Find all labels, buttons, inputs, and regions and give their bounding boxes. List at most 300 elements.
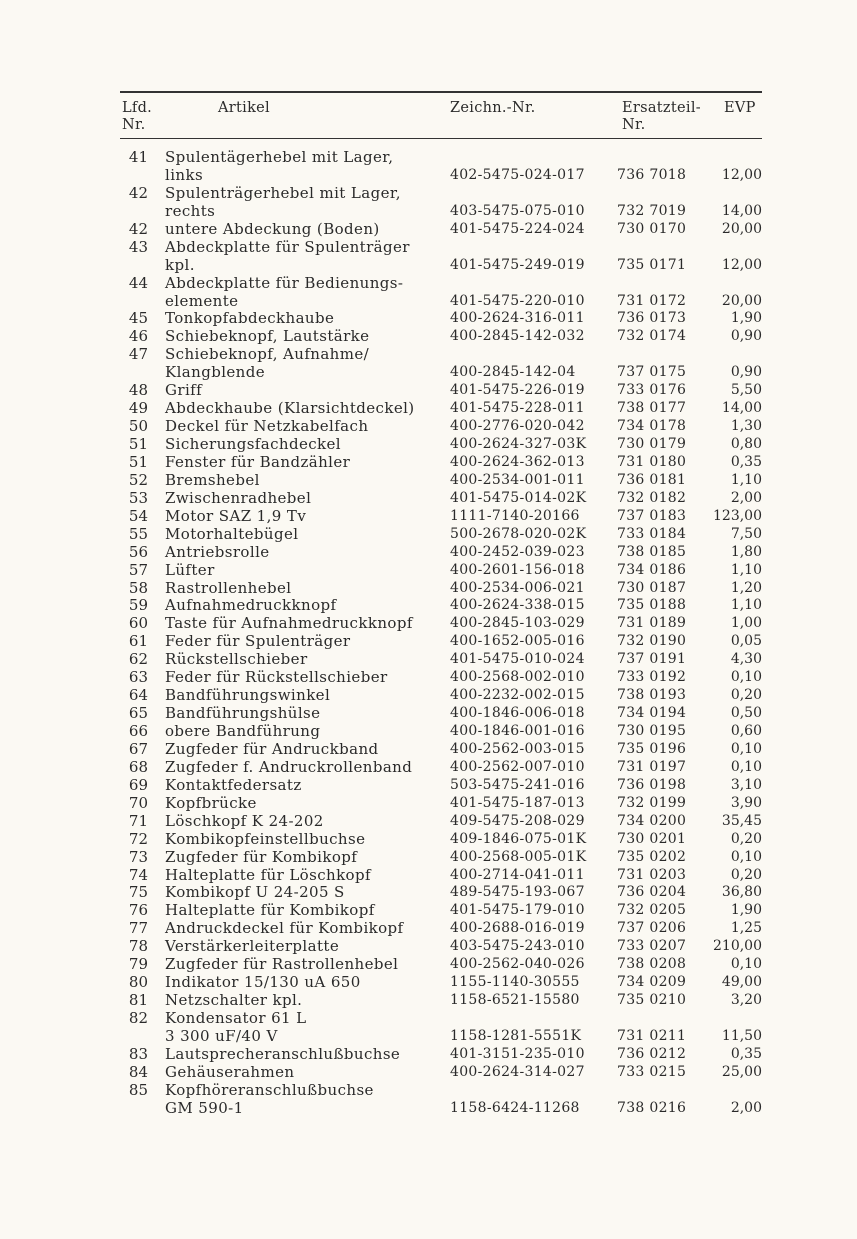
table-row <box>120 257 762 275</box>
row-evp: 20,00 <box>721 292 762 309</box>
row-evp: 1,80 <box>730 543 762 560</box>
row-ersatzteil-nr: 736 0181 <box>617 471 687 488</box>
row-evp: 2,00 <box>730 489 762 506</box>
table-row <box>120 203 762 221</box>
row-ersatzteil-nr: 733 0207 <box>617 938 687 955</box>
table-row <box>120 185 762 203</box>
row-zeichn-nr: 401-5475-014-02K <box>450 489 587 506</box>
row-number: 68 <box>128 757 148 776</box>
table-row <box>120 221 762 239</box>
table-row <box>120 562 762 580</box>
table-row <box>120 777 762 795</box>
row-artikel: Lautsprecheranschlußbuchse <box>165 1044 401 1063</box>
row-number: 60 <box>128 614 148 633</box>
row-number: 62 <box>128 650 148 669</box>
row-ersatzteil-nr: 732 0199 <box>617 794 687 811</box>
row-evp: 1,25 <box>730 920 762 937</box>
table-row <box>120 454 762 472</box>
row-artikel: Motorhaltebügel <box>165 524 299 543</box>
table-row <box>120 1100 762 1118</box>
row-artikel: Taste für Aufnahmedruckknopf <box>165 614 413 633</box>
row-artikel: Aufnahmedruckknopf <box>165 596 337 615</box>
row-number: 74 <box>128 865 148 884</box>
row-evp: 1,10 <box>730 561 762 578</box>
row-zeichn-nr: 400-2845-142-04 <box>450 364 576 381</box>
row-zeichn-nr: 1158-6521-15580 <box>450 992 580 1009</box>
row-zeichn-nr: 401-5475-179-010 <box>450 902 585 919</box>
table-row <box>120 328 762 346</box>
row-zeichn-nr: 400-2776-020-042 <box>450 418 585 435</box>
row-zeichn-nr: 409-5475-208-029 <box>450 812 585 829</box>
row-number: 61 <box>128 632 148 651</box>
row-ersatzteil-nr: 738 0208 <box>617 956 687 973</box>
table-row <box>120 938 762 956</box>
row-artikel: Rückstellschieber <box>165 650 308 669</box>
row-ersatzteil-nr: 732 0182 <box>617 489 687 506</box>
table-row <box>120 293 762 311</box>
row-number: 65 <box>128 704 148 723</box>
row-zeichn-nr: 402-5475-024-017 <box>450 166 585 183</box>
row-number: 81 <box>128 991 148 1010</box>
table-row <box>120 167 762 185</box>
row-evp: 1,10 <box>730 597 762 614</box>
row-number: 80 <box>128 973 148 992</box>
row-number: 52 <box>128 470 148 489</box>
table-row <box>120 615 762 633</box>
row-number: 48 <box>128 381 148 400</box>
row-zeichn-nr: 400-2568-002-010 <box>450 669 585 686</box>
row-evp: 0,50 <box>730 705 762 722</box>
row-evp: 123,00 <box>713 507 762 524</box>
table-row <box>120 472 762 490</box>
row-evp: 3,20 <box>730 992 762 1009</box>
row-zeichn-nr: 401-5475-187-013 <box>450 794 585 811</box>
row-ersatzteil-nr: 737 0191 <box>617 651 687 668</box>
header-artikel: Artikel <box>218 100 270 116</box>
row-number: 70 <box>128 793 148 812</box>
row-number: 79 <box>128 955 148 974</box>
table-row <box>120 1046 762 1064</box>
row-artikel: Abdeckplatte für Spulenträger <box>165 237 410 256</box>
row-evp: 1,10 <box>730 471 762 488</box>
row-number: 47 <box>128 345 148 364</box>
table-row <box>120 1082 762 1100</box>
row-zeichn-nr: 403-5475-243-010 <box>450 938 585 955</box>
row-number: 72 <box>128 829 148 848</box>
row-number: 67 <box>128 739 148 758</box>
row-ersatzteil-nr: 737 0183 <box>617 507 687 524</box>
row-artikel: Klangblende <box>165 363 266 382</box>
table-row <box>120 1064 762 1082</box>
row-evp: 11,50 <box>721 1027 762 1044</box>
row-artikel: Abdeckhaube (Klarsichtdeckel) <box>165 399 415 418</box>
row-zeichn-nr: 400-2624-338-015 <box>450 597 585 614</box>
row-zeichn-nr: 1111-7140-20166 <box>450 507 580 524</box>
row-ersatzteil-nr: 736 7018 <box>617 166 687 183</box>
row-evp: 1,20 <box>730 579 762 596</box>
row-artikel: Netzschalter kpl. <box>165 991 303 1010</box>
row-evp: 0,90 <box>730 328 762 345</box>
row-ersatzteil-nr: 735 0188 <box>617 597 687 614</box>
row-zeichn-nr: 401-5475-228-011 <box>450 400 585 417</box>
row-zeichn-nr: 400-2714-041-011 <box>450 866 585 883</box>
table-row <box>120 956 762 974</box>
top-rule <box>120 91 762 93</box>
row-number: 50 <box>128 417 148 436</box>
row-artikel: Spulenträgerhebel mit Lager, <box>165 183 401 202</box>
row-artikel: Fenster für Bandzähler <box>165 452 351 471</box>
row-zeichn-nr: 400-2568-005-01K <box>450 848 587 865</box>
row-zeichn-nr: 403-5475-075-010 <box>450 202 585 219</box>
row-zeichn-nr: 1158-1281-5551K <box>450 1027 582 1044</box>
row-artikel: Schiebeknopf, Aufnahme/ <box>165 345 370 364</box>
row-artikel: Löschkopf K 24-202 <box>165 811 324 830</box>
row-ersatzteil-nr: 731 0180 <box>617 453 687 470</box>
row-artikel: Kopfbrücke <box>165 793 257 812</box>
row-artikel: Antriebsrolle <box>165 542 270 561</box>
row-ersatzteil-nr: 734 0200 <box>617 812 687 829</box>
header-zeichn-nr: Zeichn.-Nr. <box>450 100 536 116</box>
row-artikel: Kopfhöreranschlußbuchse <box>165 1080 374 1099</box>
row-artikel: Halteplatte für Löschkopf <box>165 865 371 884</box>
row-evp: 0,20 <box>730 866 762 883</box>
row-artikel: Rastrollenhebel <box>165 578 292 597</box>
table-row <box>120 149 762 167</box>
row-ersatzteil-nr: 730 0187 <box>617 579 687 596</box>
table-row <box>120 669 762 687</box>
row-ersatzteil-nr: 735 0202 <box>617 848 687 865</box>
row-artikel: Schiebeknopf, Lautstärke <box>165 327 370 346</box>
row-evp: 0,20 <box>730 830 762 847</box>
row-evp: 0,80 <box>730 436 762 452</box>
row-evp: 14,00 <box>721 400 762 417</box>
row-ersatzteil-nr: 733 0176 <box>617 382 687 399</box>
row-evp: 12,00 <box>721 166 762 183</box>
row-evp: 0,10 <box>730 758 762 775</box>
table-row <box>120 920 762 938</box>
row-zeichn-nr: 400-2452-039-023 <box>450 543 585 560</box>
row-evp: 49,00 <box>721 974 762 991</box>
row-evp: 5,50 <box>730 382 762 399</box>
row-number: 57 <box>128 560 148 579</box>
row-ersatzteil-nr: 735 0171 <box>617 256 687 273</box>
row-number: 64 <box>128 686 148 705</box>
row-zeichn-nr: 401-5475-220-010 <box>450 292 585 309</box>
row-number: 59 <box>128 596 148 615</box>
row-number: 49 <box>128 399 148 418</box>
row-ersatzteil-nr: 734 0186 <box>617 561 687 578</box>
row-artikel: Verstärkerleiterplatte <box>165 937 340 956</box>
row-ersatzteil-nr: 730 0179 <box>617 436 687 452</box>
row-number: 51 <box>128 435 148 453</box>
table-row <box>120 884 762 902</box>
row-number: 58 <box>128 578 148 597</box>
row-evp: 0,35 <box>730 453 762 470</box>
row-artikel: Feder für Rückstellschieber <box>165 668 388 687</box>
row-zeichn-nr: 401-3151-235-010 <box>450 1045 585 1062</box>
table-row <box>120 759 762 777</box>
row-ersatzteil-nr: 737 0175 <box>617 364 687 381</box>
row-artikel: Zwischenradhebel <box>165 488 312 507</box>
row-artikel: 3 300 uF/40 V <box>165 1026 278 1045</box>
table-row <box>120 418 762 436</box>
row-evp: 1,90 <box>730 310 762 327</box>
row-artikel: Abdeckplatte für Bedienungs- <box>165 273 404 292</box>
row-artikel: Tonkopfabdeckhaube <box>165 309 335 328</box>
row-artikel: obere Bandführung <box>165 722 321 740</box>
row-number: 53 <box>128 488 148 507</box>
row-artikel: Griff <box>165 381 203 400</box>
row-artikel: Feder für Spulenträger <box>165 632 351 651</box>
table-row <box>120 741 762 759</box>
row-ersatzteil-nr: 731 0211 <box>617 1027 687 1044</box>
row-evp: 12,00 <box>721 256 762 273</box>
row-ersatzteil-nr: 736 0173 <box>617 310 687 327</box>
row-number: 54 <box>128 506 148 525</box>
row-artikel: Halteplatte für Kombikopf <box>165 901 375 920</box>
row-number: 76 <box>128 901 148 920</box>
row-evp: 0,20 <box>730 687 762 704</box>
row-artikel: Kombikopfeinstellbuchse <box>165 829 366 848</box>
row-artikel: Sicherungsfachdeckel <box>165 435 342 453</box>
row-number: 84 <box>128 1062 148 1081</box>
row-number: 83 <box>128 1044 148 1063</box>
header-ersatzteil-nr-line: Nr. <box>622 117 646 133</box>
row-artikel: Deckel für Netzkabelfach <box>165 417 369 436</box>
row-evp: 0,10 <box>730 740 762 757</box>
row-number: 75 <box>128 883 148 902</box>
row-artikel: links <box>165 165 204 184</box>
row-artikel: Zugfeder für Rastrollenhebel <box>165 955 399 974</box>
row-number: 42 <box>128 183 148 202</box>
table-row <box>120 723 762 741</box>
row-zeichn-nr: 401-5475-010-024 <box>450 651 585 668</box>
row-ersatzteil-nr: 736 0198 <box>617 776 687 793</box>
header-nr: Nr. <box>122 117 146 133</box>
row-ersatzteil-nr: 733 0184 <box>617 525 687 542</box>
row-ersatzteil-nr: 736 0212 <box>617 1045 687 1062</box>
row-zeichn-nr: 1158-6424-11268 <box>450 1099 580 1116</box>
row-ersatzteil-nr: 731 0197 <box>617 758 687 775</box>
row-artikel: untere Abdeckung (Boden) <box>165 219 380 238</box>
table-row <box>120 849 762 867</box>
row-evp: 2,00 <box>730 1099 762 1116</box>
row-zeichn-nr: 401-5475-226-019 <box>450 382 585 399</box>
table-row <box>120 651 762 669</box>
row-ersatzteil-nr: 734 0194 <box>617 705 687 722</box>
row-zeichn-nr: 400-1652-005-016 <box>450 633 585 650</box>
table-row <box>120 490 762 508</box>
row-zeichn-nr: 400-2624-327-03K <box>450 436 587 452</box>
row-number: 45 <box>128 309 148 328</box>
row-zeichn-nr: 409-1846-075-01K <box>450 830 587 847</box>
row-ersatzteil-nr: 732 0205 <box>617 902 687 919</box>
header-ersatzteil: Ersatzteil- <box>622 100 701 116</box>
row-zeichn-nr: 400-2562-007-010 <box>450 758 585 775</box>
row-ersatzteil-nr: 730 0201 <box>617 830 687 847</box>
table-row <box>120 867 762 885</box>
table-row <box>120 544 762 562</box>
row-evp: 36,80 <box>721 884 762 901</box>
row-ersatzteil-nr: 731 0203 <box>617 866 687 883</box>
row-zeichn-nr: 400-2601-156-018 <box>450 561 585 578</box>
row-number: 51 <box>128 452 148 471</box>
row-zeichn-nr: 401-5475-249-019 <box>450 256 585 273</box>
row-evp: 210,00 <box>713 938 762 955</box>
row-zeichn-nr: 400-2534-006-021 <box>450 579 585 596</box>
table-row <box>120 1028 762 1046</box>
row-ersatzteil-nr: 730 0170 <box>617 220 687 237</box>
row-zeichn-nr: 503-5475-241-016 <box>450 776 585 793</box>
header-lfd: Lfd. <box>122 100 153 116</box>
row-number: 66 <box>128 722 148 740</box>
row-artikel: Andruckdeckel für Kombikopf <box>165 919 404 938</box>
row-evp: 0,10 <box>730 669 762 686</box>
row-zeichn-nr: 400-2562-040-026 <box>450 956 585 973</box>
row-ersatzteil-nr: 734 0178 <box>617 418 687 435</box>
row-evp: 0,60 <box>730 723 762 739</box>
row-evp: 0,10 <box>730 848 762 865</box>
row-number: 85 <box>128 1080 148 1099</box>
row-evp: 1,00 <box>730 615 762 632</box>
row-ersatzteil-nr: 738 0177 <box>617 400 687 417</box>
row-zeichn-nr: 400-2688-016-019 <box>450 920 585 937</box>
row-artikel: Bandführungshülse <box>165 704 321 723</box>
table-row <box>120 580 762 598</box>
table-row <box>120 813 762 831</box>
row-ersatzteil-nr: 737 0206 <box>617 920 687 937</box>
row-artikel: Zugfeder für Kombikopf <box>165 847 358 866</box>
row-zeichn-nr: 400-2534-001-011 <box>450 471 585 488</box>
table-row <box>120 436 762 454</box>
table-row <box>120 400 762 418</box>
row-zeichn-nr: 489-5475-193-067 <box>450 884 585 901</box>
table-row <box>120 364 762 382</box>
table-row <box>120 633 762 651</box>
row-artikel: Indikator 15/130 uA 650 <box>165 973 361 992</box>
row-artikel: Spulentägerhebel mit Lager, <box>165 148 394 166</box>
row-zeichn-nr: 400-2562-003-015 <box>450 740 585 757</box>
row-ersatzteil-nr: 731 0189 <box>617 615 687 632</box>
row-ersatzteil-nr: 734 0209 <box>617 974 687 991</box>
row-artikel: Zugfeder f. Andruckrollenband <box>165 757 413 776</box>
row-artikel: Zugfeder für Andruckband <box>165 739 379 758</box>
row-artikel: Gehäuserahmen <box>165 1062 295 1081</box>
row-number: 56 <box>128 542 148 561</box>
row-ersatzteil-nr: 730 0195 <box>617 723 687 739</box>
row-ersatzteil-nr: 732 0190 <box>617 633 687 650</box>
row-artikel: kpl. <box>165 255 195 274</box>
table-row <box>120 1010 762 1028</box>
row-evp: 0,10 <box>730 956 762 973</box>
row-number: 63 <box>128 668 148 687</box>
row-evp: 20,00 <box>721 220 762 237</box>
row-artikel: GM 590-1 <box>165 1098 244 1117</box>
row-zeichn-nr: 400-1846-001-016 <box>450 723 585 739</box>
table-row <box>120 831 762 849</box>
row-number: 82 <box>128 1009 148 1027</box>
row-zeichn-nr: 400-2845-142-032 <box>450 328 585 345</box>
header-evp: EVP <box>724 100 756 116</box>
table-row <box>120 346 762 364</box>
row-artikel: Bandführungswinkel <box>165 686 331 705</box>
header-ersatzteil-nr <box>622 100 701 134</box>
row-evp: 0,35 <box>730 1045 762 1062</box>
row-artikel: rechts <box>165 201 216 220</box>
row-artikel: Kondensator 61 L <box>165 1009 307 1027</box>
row-number: 69 <box>128 775 148 794</box>
table-row <box>120 310 762 328</box>
row-zeichn-nr: 400-1846-006-018 <box>450 705 585 722</box>
row-artikel: elemente <box>165 291 239 310</box>
row-evp: 1,90 <box>730 902 762 919</box>
table-row <box>120 382 762 400</box>
header-rule <box>120 138 762 139</box>
row-evp: 3,90 <box>730 794 762 811</box>
row-number: 41 <box>128 148 148 166</box>
row-ersatzteil-nr: 733 0215 <box>617 1063 687 1080</box>
table-row <box>120 687 762 705</box>
table-row <box>120 508 762 526</box>
row-evp: 25,00 <box>721 1063 762 1080</box>
row-zeichn-nr: 400-2624-316-011 <box>450 310 585 327</box>
table-row <box>120 597 762 615</box>
row-evp: 14,00 <box>721 202 762 219</box>
header-lfd-nr <box>122 100 152 134</box>
row-evp: 4,30 <box>730 651 762 668</box>
row-number: 44 <box>128 273 148 292</box>
row-artikel: Motor SAZ 1,9 Tv <box>165 506 307 525</box>
row-artikel: Lüfter <box>165 560 215 579</box>
table-row <box>120 239 762 257</box>
row-artikel: Kombikopf U 24-205 S <box>165 883 345 902</box>
row-artikel: Bremshebel <box>165 470 260 489</box>
row-zeichn-nr: 400-2624-314-027 <box>450 1063 585 1080</box>
row-ersatzteil-nr: 731 0172 <box>617 292 687 309</box>
table-row <box>120 974 762 992</box>
row-evp: 1,30 <box>730 418 762 435</box>
row-ersatzteil-nr: 738 0216 <box>617 1099 687 1116</box>
row-number: 46 <box>128 327 148 346</box>
row-number: 55 <box>128 524 148 543</box>
row-ersatzteil-nr: 738 0193 <box>617 687 687 704</box>
row-evp: 0,90 <box>730 364 762 381</box>
row-number: 43 <box>128 237 148 256</box>
table-row <box>120 992 762 1010</box>
row-zeichn-nr: 401-5475-224-024 <box>450 220 585 237</box>
row-zeichn-nr: 400-2624-362-013 <box>450 453 585 470</box>
table-row <box>120 275 762 293</box>
row-zeichn-nr: 400-2232-002-015 <box>450 687 585 704</box>
row-zeichn-nr: 500-2678-020-02K <box>450 525 587 542</box>
parts-table <box>120 149 762 1118</box>
row-ersatzteil-nr: 738 0185 <box>617 543 687 560</box>
row-ersatzteil-nr: 735 0196 <box>617 740 687 757</box>
table-row <box>120 705 762 723</box>
row-number: 42 <box>128 219 148 238</box>
row-number: 71 <box>128 811 148 830</box>
table-row <box>120 526 762 544</box>
row-ersatzteil-nr: 732 7019 <box>617 202 687 219</box>
row-evp: 0,05 <box>730 633 762 650</box>
row-ersatzteil-nr: 733 0192 <box>617 669 687 686</box>
table-row <box>120 902 762 920</box>
row-zeichn-nr: 400-2845-103-029 <box>450 615 585 632</box>
row-evp: 7,50 <box>730 525 762 542</box>
row-ersatzteil-nr: 736 0204 <box>617 884 687 901</box>
row-evp: 35,45 <box>721 812 762 829</box>
row-ersatzteil-nr: 735 0210 <box>617 992 687 1009</box>
